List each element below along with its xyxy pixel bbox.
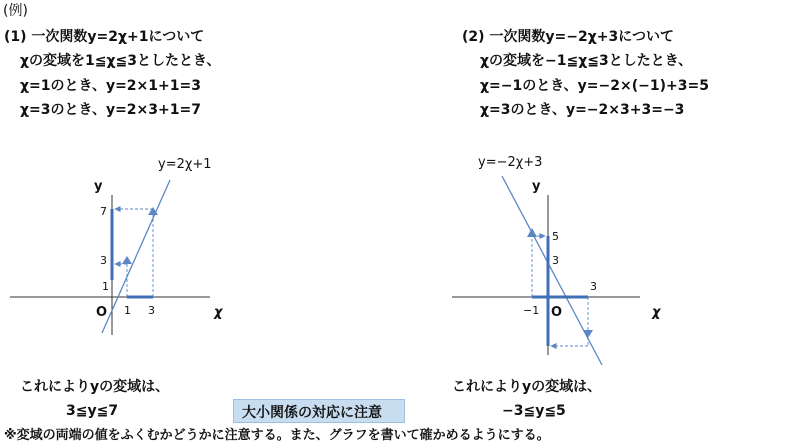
graph2 (452, 155, 662, 365)
graph1 (10, 157, 224, 335)
graph1-equation: y=2χ+1 (158, 157, 212, 172)
result2-range: −3≦y≦5 (502, 403, 566, 419)
graph1-y-label: y (94, 179, 103, 194)
problem2-line-b: χ=3のとき、y=−2×3+3=−3 (480, 102, 685, 118)
problem1-line-b: χ=3のとき、y=2×3+1=7 (20, 102, 201, 118)
example-label: (例) (3, 3, 28, 19)
problem2-domain: χの変域を−1≦χ≦3としたとき、 (480, 53, 693, 69)
graph1-tick-y3: 3 (100, 254, 107, 267)
result1-range: 3≦y≦7 (66, 403, 119, 419)
graph2-tick-xm1: −1 (523, 304, 540, 317)
graph1-origin: O (96, 305, 108, 320)
result2-intro: これによりyの変域は、 (452, 379, 602, 395)
graph1-tick-y1: 1 (102, 280, 109, 293)
graph2-equation: y=−2χ+3 (478, 155, 543, 170)
graph2-function-line (502, 176, 602, 365)
problem1-title: (1) 一次関数y=2χ+1について (4, 29, 205, 45)
problem1-line-a: χ=1のとき、y=2×1+1=3 (20, 78, 201, 94)
note-text: 大小関係の対応に注意 (242, 405, 382, 421)
problem2-line-a: χ=−1のとき、y=−2×(−1)+3=5 (480, 78, 709, 94)
footer-note: ※変域の両端の値をふくむかどうかに注意する。また、グラフを書いて確かめるようにする。 (4, 428, 550, 443)
result1-intro: これによりyの変域は、 (20, 379, 170, 395)
graph2-tick-x3: 3 (590, 280, 597, 293)
note-box (233, 399, 405, 423)
graph2-arrow-down-x3 (583, 330, 593, 338)
graph2-origin: O (551, 305, 563, 320)
graph2-x-label: χ (652, 305, 661, 320)
graph2-tick-y3: 3 (552, 254, 559, 267)
graph1-tick-y7: 7 (100, 205, 107, 218)
graph2-y-label: y (532, 179, 541, 194)
graph1-x-label: χ (214, 305, 223, 320)
graph1-arrow-up-x1 (122, 256, 132, 264)
graph1-tick-x1: 1 (124, 304, 131, 317)
graph2-arrow-up-xm1 (527, 228, 537, 237)
problem1-domain: χの変域を1≦χ≦3としたとき、 (20, 53, 221, 69)
graph1-tick-x3: 3 (148, 304, 155, 317)
problem2-title: (2) 一次関数y=−2χ+3について (462, 29, 674, 45)
graph2-tick-y5: 5 (552, 230, 559, 243)
